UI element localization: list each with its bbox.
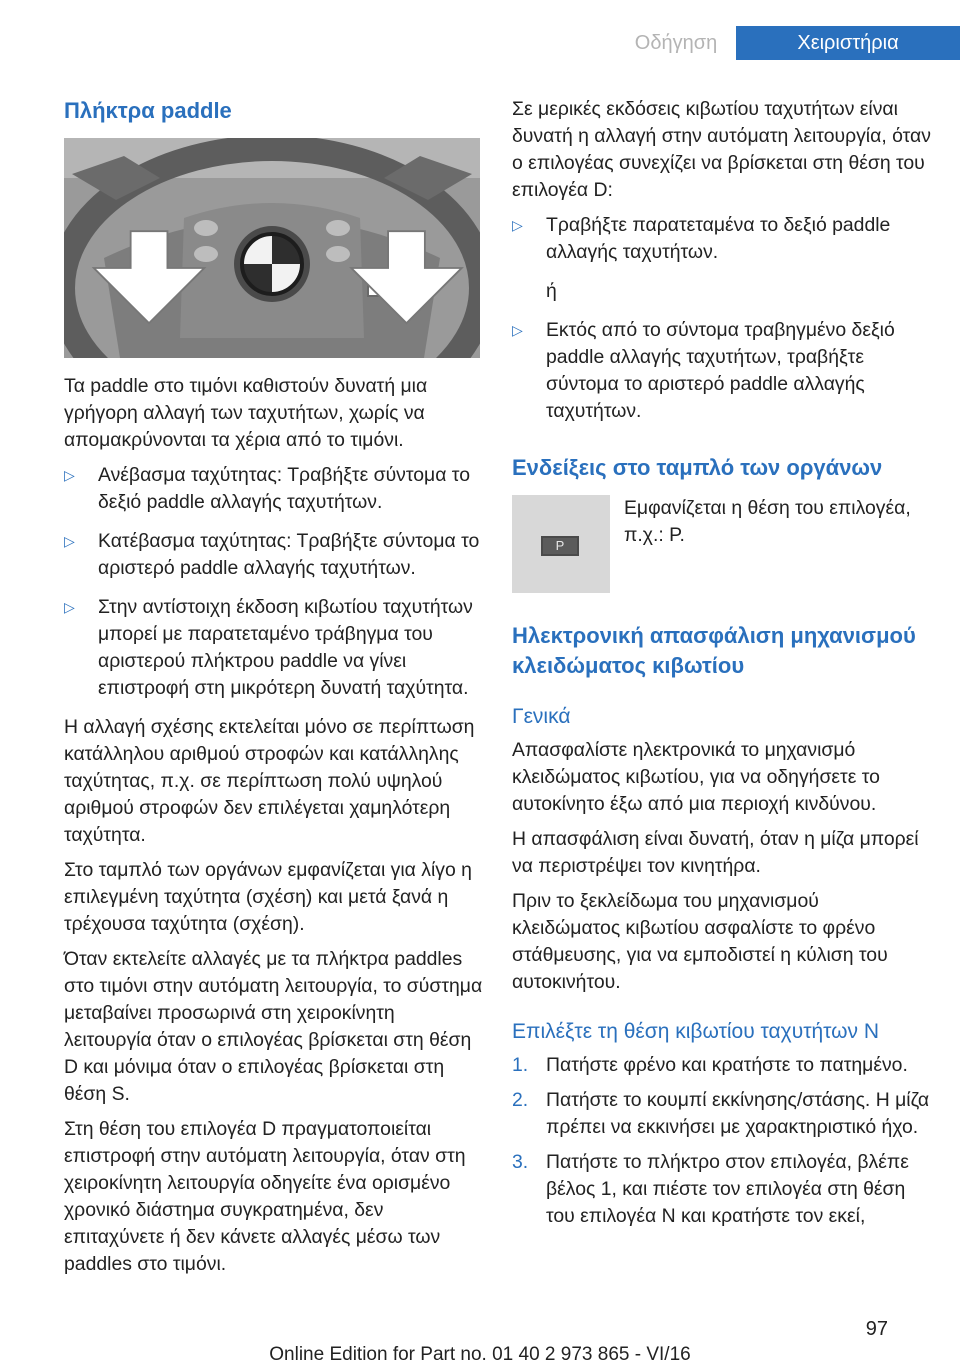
paragraph: Απασφαλίστε ηλεκτρονικά το μηχανισμό κλειδώματος κιβωτίου, για να οδηγήσετε το αυτοκίνητο έξω από μια περιοχή κινδύνου. bbox=[512, 739, 880, 815]
paragraph: Η αλλαγή σχέσης εκτελείται μόνο σε περίπτωση κατάλληλου αριθμού στροφών και κατάλληλης ταχύτητας, π.χ. σε περίπτωση πολύ υψηλού αριθμού στροφών δεν επιλέγεται χαμηλότερη ταχύτητα. bbox=[64, 716, 475, 846]
lock-release-heading: Ηλεκτρονική απασφάλιση μηχανισμού κλειδώματος κιβωτίου bbox=[512, 623, 916, 678]
section-tab-controls[interactable]: Χειριστήρια bbox=[736, 26, 960, 60]
paragraph: Πριν το ξεκλείδωμα του μηχανισμού κλειδώματος κιβωτίου ασφαλίστε το φρένο στάθμευσης, για να εμποδιστεί η κύλιση του αυτοκινήτου. bbox=[512, 890, 888, 993]
triangle-bullet-icon: ▷ bbox=[512, 322, 523, 338]
gear-p-indicator: P bbox=[541, 536, 579, 556]
list-item: 3. Πατήστε το πλήκτρο στον επιλογέα, βλέπε βέλος 1, και πιέστε τον επιλογέα στη θέση του επιλογέα N και κρατήστε τον εκεί, bbox=[512, 1151, 909, 1227]
right-column bbox=[512, 96, 932, 1238]
steering-wheel-illustration bbox=[64, 138, 480, 358]
list-item: ▷ Στην αντίστοιχη έκδοση κιβωτίου ταχυτήτων μπορεί με παρατεταμένο τράβηγμα του αριστερού πλήκτρου paddle να γίνει επιστροφή στη μικρότερη δυνατή ταχύτητα. bbox=[64, 596, 473, 699]
auto-mode-intro: Σε μερικές εκδόσεις κιβωτίου ταχυτήτων είναι δυνατή η αλλαγή στην αυτόματη λειτουργία, όταν ο επιλογέας συνεχίζει να βρίσκεται στη θέση του επιλογέα D: bbox=[512, 98, 931, 201]
list-item: 2. Πατήστε το κουμπί εκκίνησης/στάσης. Η μίζα πρέπει να εκκινήσει με χαρακτηριστικό ήχο. bbox=[512, 1089, 930, 1138]
page-number: 97 bbox=[865, 1318, 888, 1340]
list-item: ▷ Κατέβασμα ταχύτητας: Τραβήξτε σύντομα το αριστερό paddle αλλαγής ταχυτήτων. bbox=[64, 530, 480, 579]
or-text: ή bbox=[546, 280, 557, 302]
paragraph: Η απασφάλιση είναι δυνατή, όταν η μίζα μπορεί να περιστρέψει τον κινητήρα. bbox=[512, 828, 919, 877]
paddle-bullet-list bbox=[64, 462, 484, 702]
page-footer bbox=[0, 1318, 960, 1365]
triangle-bullet-icon: ▷ bbox=[64, 533, 75, 549]
triangle-bullet-icon: ▷ bbox=[512, 217, 523, 233]
paragraph: Όταν εκτελείτε αλλαγές με τα πλήκτρα paddles στο τιμόνι στην αυτόματη λειτουργία, το σύστημα μεταβαίνει προσωρινά στη χειροκίνητη λειτουργία όταν ο επιλογέας βρίσκεται στη θέση D και μόνιμα όταν ο επιλογέας βρίσκεται στη θέση S. bbox=[64, 948, 483, 1105]
step-number: 1. bbox=[512, 1054, 529, 1076]
display-text: Εμφανίζεται η θέση του επιλογέα, π.χ.: P. bbox=[624, 497, 911, 546]
section-tab-driving[interactable]: Οδήγηση bbox=[634, 32, 718, 54]
paddle-heading: Πλήκτρα paddle bbox=[64, 98, 232, 123]
steps-list bbox=[512, 1052, 932, 1230]
list-item: ▷ Εκτός από το σύντομα τραβηγμένο δεξιό paddle αλλαγής ταχυτήτων, τραβήξτε σύντομα το αριστερό paddle αλλαγής ταχυτήτων. bbox=[512, 319, 895, 422]
list-item: ▷ Ανέβασμα ταχύτητας: Τραβήξτε σύντομα το δεξιό paddle αλλαγής ταχυτήτων. bbox=[64, 464, 470, 513]
select-n-subheading: Επιλέξτε τη θέση κιβωτίου ταχυτήτων N bbox=[512, 1020, 880, 1043]
display-heading: Ενδείξεις στο ταμπλό των οργάνων bbox=[512, 455, 883, 480]
instrument-display-illustration bbox=[512, 495, 610, 593]
triangle-bullet-icon: ▷ bbox=[64, 599, 75, 615]
auto-mode-bullet-list-2 bbox=[512, 317, 932, 425]
paragraph: Στη θέση του επιλογέα D πραγματοποιείται επιστροφή στην αυτόματη λειτουργία, όταν στη χειροκίνητη λειτουργία οδηγείτε ένα ορισμένο χρονικό διάστημα συγκρατημένα, δεν επιταχύνετε ή δεν κάνετε αλλαγές μέσω των paddles στο τιμόνι. bbox=[64, 1118, 466, 1275]
page-header bbox=[0, 0, 960, 60]
paragraph: Στο ταμπλό των οργάνων εμφανίζεται για λίγο η επιλεγμένη ταχύτητα (σχέση) και μετά ξανά η τρέχουσα ταχύτητα (σχέση). bbox=[64, 859, 472, 935]
step-number: 2. bbox=[512, 1089, 529, 1111]
list-item: 1. Πατήστε φρένο και κρατήστε το πατημένο. bbox=[512, 1052, 932, 1079]
auto-mode-bullet-list bbox=[512, 212, 932, 266]
display-indicator-row bbox=[512, 495, 932, 593]
step-number: 3. bbox=[512, 1151, 529, 1173]
paddle-intro: Τα paddle στο τιμόνι καθιστούν δυνατή μια γρήγορη αλλαγή των ταχυτήτων, χωρίς να απομακρύνονται τα χέρια από το τιμόνι. bbox=[64, 375, 428, 451]
list-item: ▷ Τραβήξτε παρατεταμένα το δεξιό paddle αλλαγής ταχυτήτων. bbox=[512, 214, 891, 263]
triangle-bullet-icon: ▷ bbox=[64, 467, 75, 483]
edition-note: Online Edition for Part no. 01 40 2 973 865 - VI/16 bbox=[269, 1344, 691, 1365]
left-column bbox=[64, 96, 484, 1286]
general-subheading: Γενικά bbox=[512, 705, 571, 728]
